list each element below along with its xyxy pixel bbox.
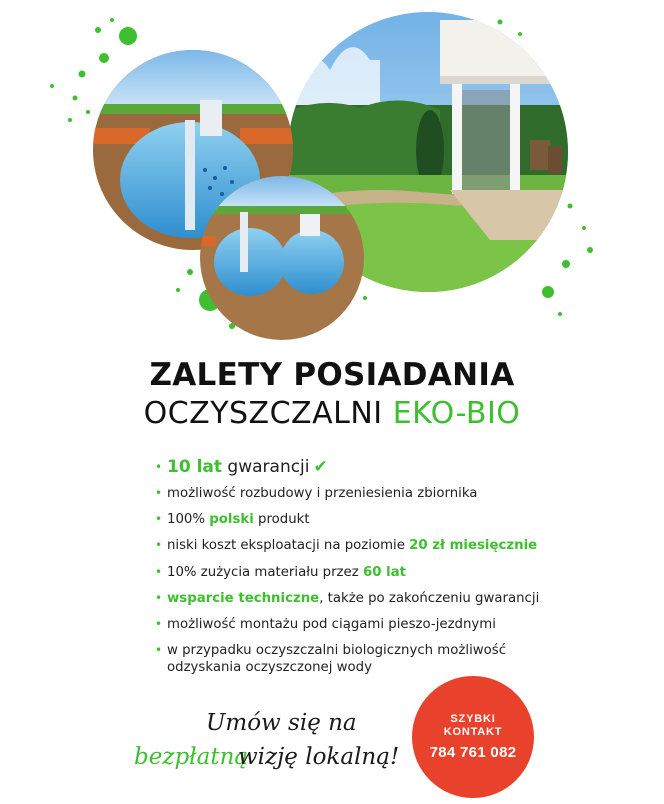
contact-label-1: SZYBKI	[450, 713, 496, 725]
contact-phone[interactable]: 784 761 082	[429, 744, 517, 761]
advantages-list	[155, 456, 575, 685]
advantage-support: • wsparcie techniczne, także po zakończeniu gwarancji	[155, 590, 575, 607]
check-icon: ✔	[313, 457, 328, 477]
advantage-installation: • możliwość montażu pod ciągami pieszo-jezdnymi	[155, 616, 575, 633]
invitation-free: bezpłatną	[134, 744, 249, 770]
headline-prefix: OCZYSZCZALNI	[143, 396, 383, 431]
advantage-warranty: • 10 lat gwarancji ✔	[155, 456, 575, 478]
quick-contact-badge[interactable]	[412, 676, 534, 798]
headline-brand: EKO-BIO	[392, 396, 521, 431]
contact-label-2: KONTAKT	[443, 726, 503, 738]
invitation-line2: wizję lokalną!	[238, 744, 400, 770]
headline-line2	[0, 394, 664, 434]
invitation-line1: Umów się na	[206, 710, 357, 736]
advantage-expansion: • możliwość rozbudowy i przeniesienia zbiornika	[155, 485, 575, 502]
advantage-material: • 10% zużycia materiału przez 60 lat	[155, 564, 575, 581]
advantage-water-recovery: • w przypadku oczyszczalni biologicznych możliwość odzyskania oczyszczonej wody	[155, 642, 575, 676]
advantage-low-cost: • niski koszt eksploatacji na poziomie 20 zł miesięcznie	[155, 537, 575, 554]
advantage-polish-product: • 100% polski produkt	[155, 511, 575, 528]
headline	[0, 356, 664, 434]
headline-line1: ZALETY POSIADANIA	[149, 357, 515, 393]
hero-illustration	[0, 0, 664, 340]
